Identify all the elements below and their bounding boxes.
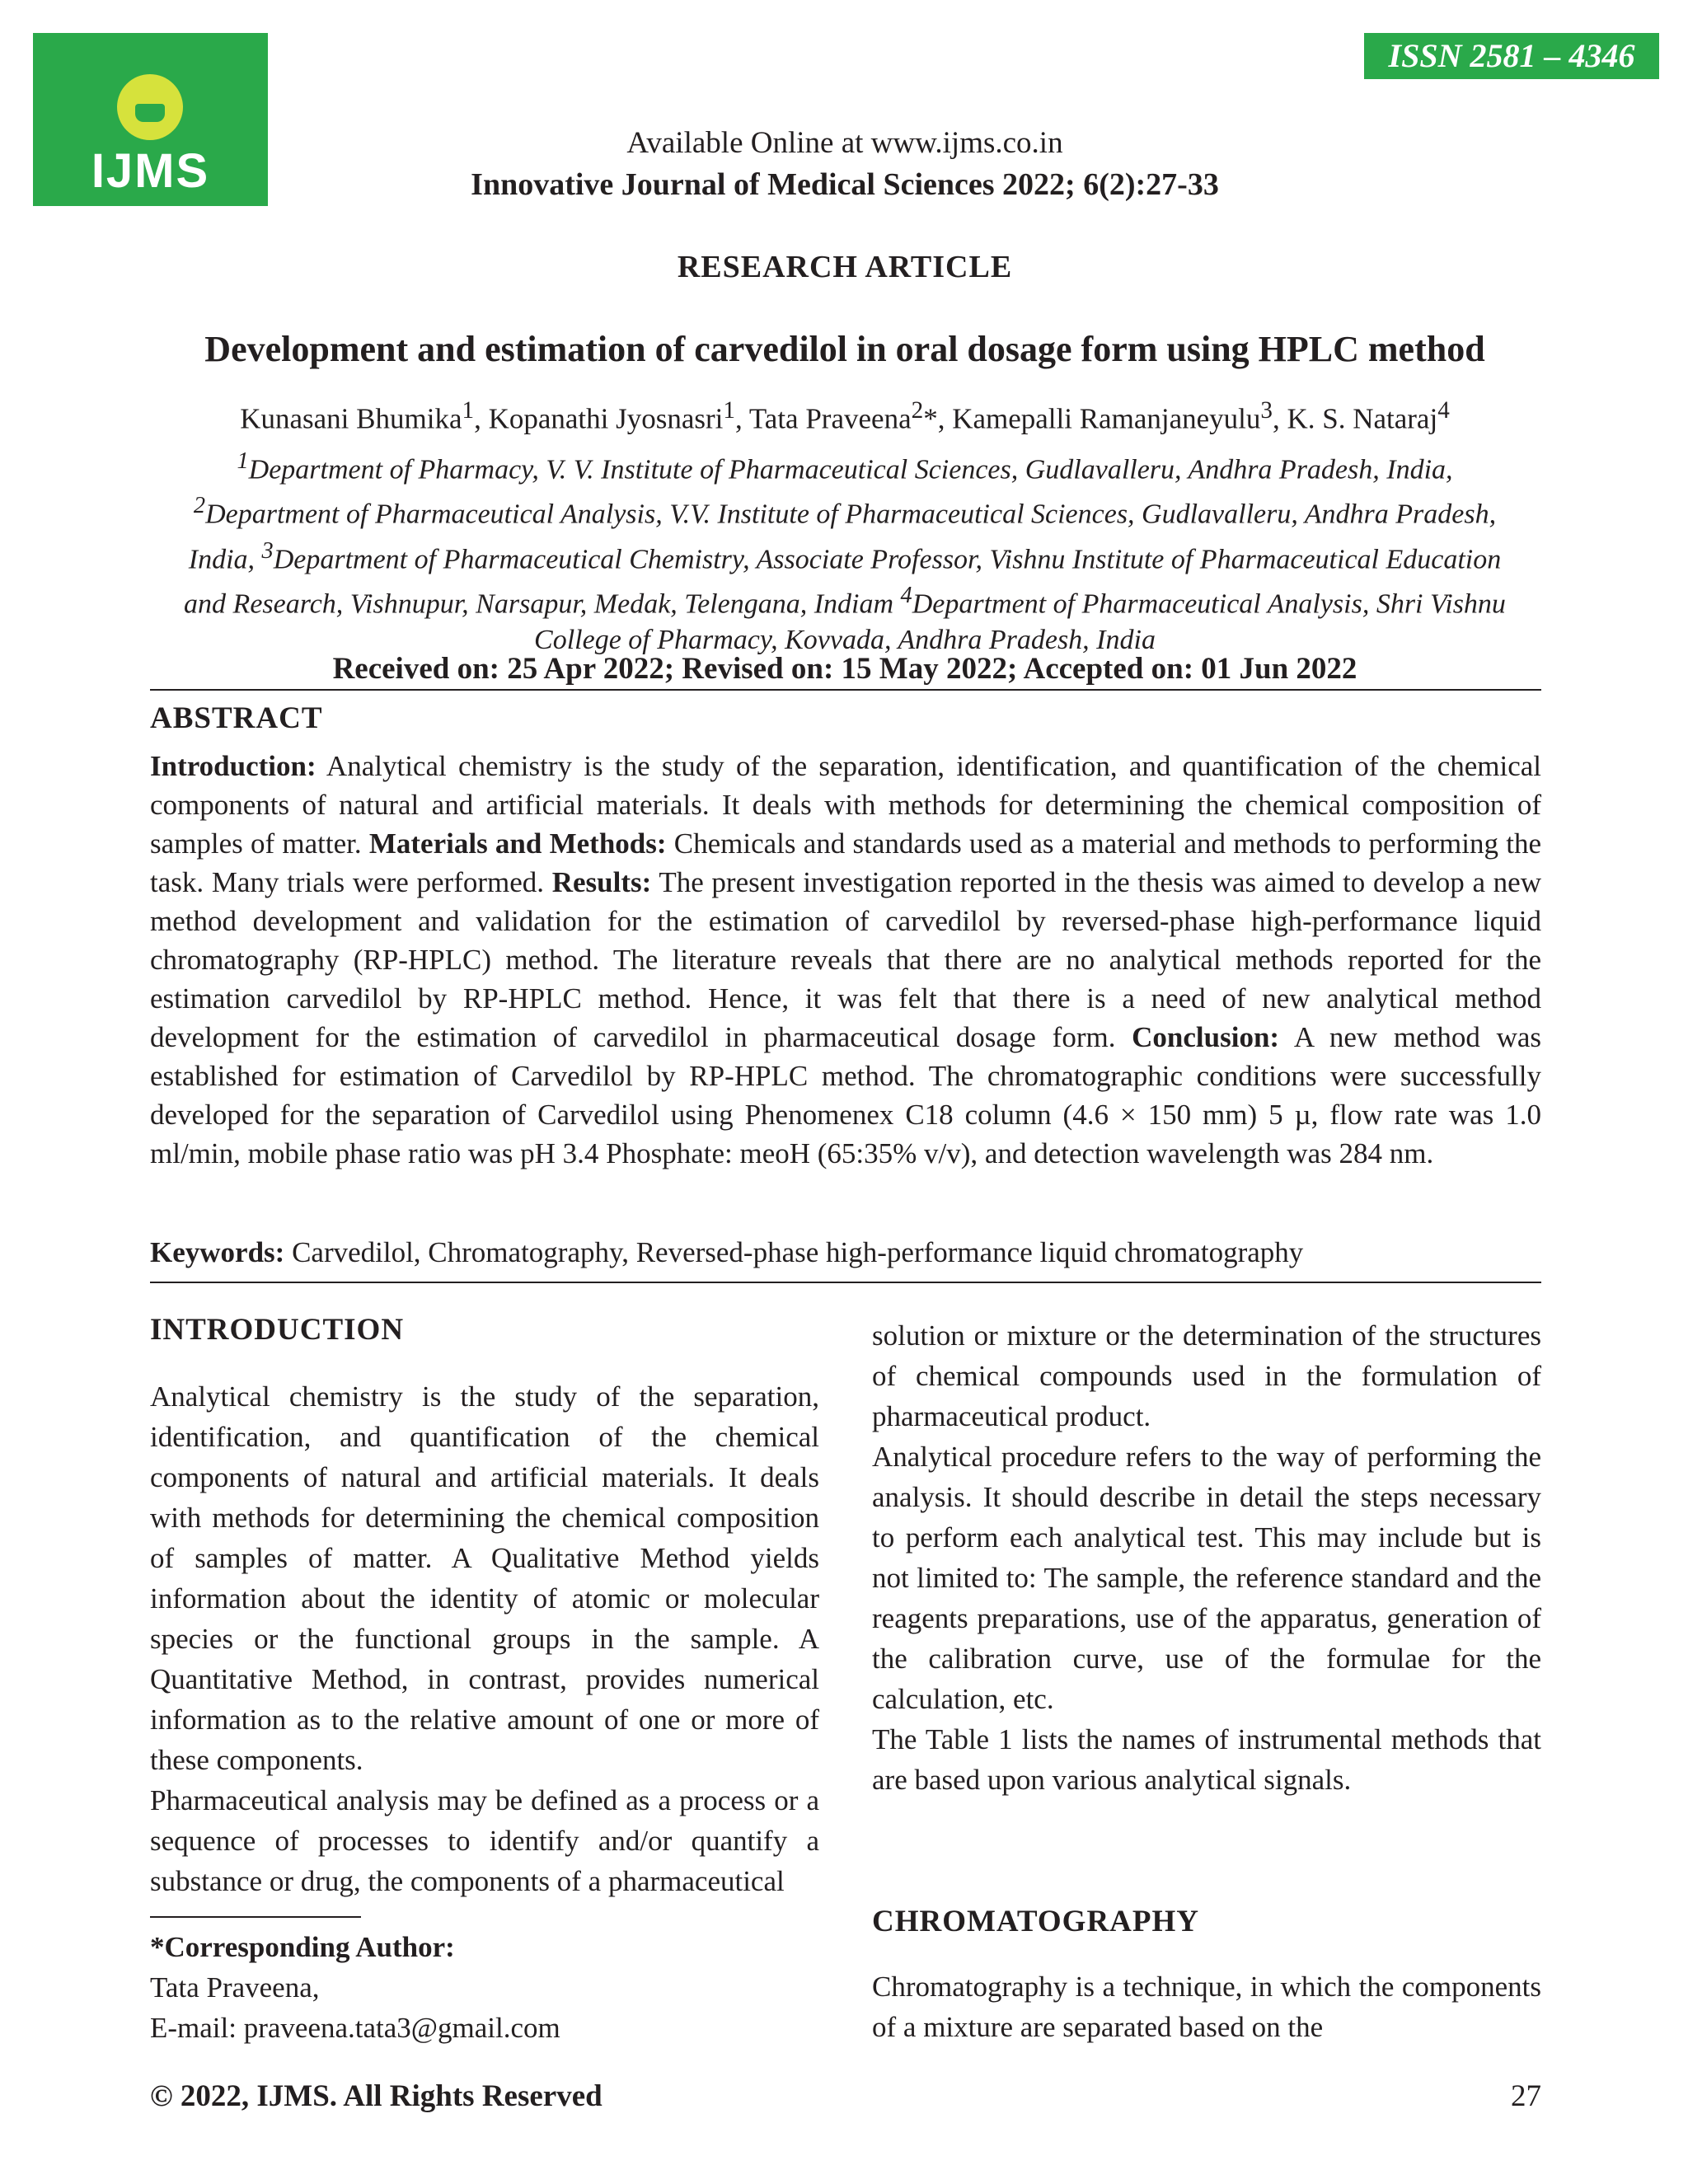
abstract-conclusion-label: Conclusion: [1132, 1021, 1280, 1053]
abstract-intro-text: Analytical chemistry is the study of the separation, identification, and quantification of the chemical components of natural and artificial materials. It deals with methods for determining the chemical composition of samples of matter. [150, 750, 1541, 860]
author-name: Kunasani Bhumika [240, 402, 462, 435]
article-title: Development and estimation of carvedilol in oral dosage form using HPLC method [204, 329, 1485, 369]
author-name: Kopanathi Jyosnasri [488, 402, 724, 435]
affiliation-text: Department of Pharmacy, V. V. Institute of Pharmaceutical Sciences, Gudlavalleru, Andhra Pradesh, India, [248, 454, 1453, 485]
logo-text: IJMS [91, 144, 210, 198]
author-list [82, 397, 1607, 436]
paragraph: The Table 1 lists the names of instrumental methods that are based upon various analytical signals. [872, 1723, 1541, 1796]
introduction-heading: INTRODUCTION [150, 1313, 405, 1347]
corresponding-author-label: *Corresponding Author: [150, 1931, 455, 1963]
author-name: Tata Praveena [748, 402, 912, 435]
chromatography-text: Chromatography is a technique, in which the components of a mixture are separated based on the [872, 1971, 1541, 2043]
author-separator: , [474, 402, 489, 435]
abstract-methods-text: Chemicals and standards used as a material and methods to performing the task. Many trials were performed. [150, 827, 1541, 898]
author-affiliation-marker: 2 [911, 397, 924, 424]
corresponding-author-email: E-mail: praveena.tata3@gmail.com [150, 2012, 560, 2044]
author-affiliation-marker: 3 [1260, 397, 1273, 424]
keywords [150, 1236, 1541, 1269]
divider [150, 1282, 1541, 1283]
chromatography-heading: CHROMATOGRAPHY [872, 1905, 1200, 1938]
left-column [150, 1376, 819, 1901]
article-type: RESEARCH ARTICLE [677, 250, 1013, 284]
corresponding-author-name: Tata Praveena, [150, 1971, 320, 2004]
author-affiliation-marker: 4 [1437, 397, 1450, 424]
abstract-results-label: Results: [551, 866, 652, 898]
affiliation-text: Department of Pharmaceutical Analysis, Shri Vishnu College of Pharmacy, Kovvada, Andhra Pradesh, India [534, 588, 1506, 656]
available-online: Available Online at www.ijms.co.in [626, 126, 1063, 160]
keywords-text: Carvedilol, Chromatography, Reversed-phase high-performance liquid chromatography [284, 1236, 1304, 1268]
corresponding-author [150, 1927, 560, 2048]
affiliation-marker: 3 [261, 537, 274, 564]
page-number: 27 [1511, 2079, 1541, 2113]
abstract-body [150, 747, 1541, 1173]
affiliation-marker: 2 [193, 493, 206, 519]
journal-citation: Innovative Journal of Medical Sciences 2022; 6(2):27-33 [471, 167, 1219, 202]
divider [150, 689, 1541, 691]
affiliations [165, 443, 1525, 658]
author-separator: *, [923, 402, 953, 435]
author-separator: , [734, 402, 749, 435]
footnote-divider [150, 1916, 361, 1918]
author-affiliation-marker: 1 [723, 397, 735, 424]
abstract-intro-label: Introduction: [150, 750, 316, 782]
author-separator: , [1272, 402, 1287, 435]
paragraph: Analytical procedure refers to the way of performing the analysis. It should describe in detail the steps necessary to perform each analytical test. This may include but is not limited to: The sample, the reference standard and the reagents preparations, use of the apparatus, generation of the calibration curve, use of the formulae for the calculation, etc. [872, 1441, 1541, 1715]
paragraph: Analytical chemistry is the study of the separation, identification, and quantification of the chemical components of natural and artificial materials. It deals with methods for determining the chemical composition of samples of matter. A Qualitative Method yields information about the identity of atomic or molecular species or the functional groups in the sample. A Quantitative Method, in contrast, provides numerical information as to the relative amount of one or more of these components. [150, 1380, 819, 1776]
affiliation-marker: 1 [237, 448, 249, 474]
submission-dates: Received on: 25 Apr 2022; Revised on: 15 May 2022; Accepted on: 01 Jun 2022 [332, 652, 1357, 686]
affiliation-text: Department of Pharmaceutical Chemistry, Associate Professor, Vishnu Institute of Pharmaceutical Education and Research, Vishnupur, Narsapur, Medak, Telengana, Indiam [184, 543, 1502, 620]
abstract-methods-label: Materials and Methods: [368, 827, 667, 860]
right-column [872, 1315, 1541, 1800]
issn-badge: ISSN 2581 – 4346 [1364, 33, 1659, 79]
author-name: Kamepalli Ramanjaneyulu [952, 402, 1261, 435]
abstract-results-text: The present investigation reported in the thesis was aimed to develop a new method development and validation for the estimation of carvedilol by reversed-phase high-performance liquid chromatography (RP-HPLC) method. The literature reveals that there are no analytical methods reported for the estimation carvedilol by RP-HPLC method. Hence, it was felt that there is a need of new analytical method development for the estimation of carvedilol in pharmaceutical dosage form. [150, 866, 1541, 1053]
affiliation-text: Department of Pharmaceutical Analysis, V.V. Institute of Pharmaceutical Sciences, Gudlavalleru, Andhra Pradesh, India, [188, 499, 1497, 574]
author-name: K. S. Nataraj [1287, 402, 1438, 435]
paragraph: Pharmaceutical analysis may be defined as a process or a sequence of processes to identify and/or quantify a substance or drug, the components of a pharmaceutical [150, 1784, 819, 1897]
abstract-conclusion-text: A new method was established for estimation of Carvedilol by RP-HPLC method. The chromatographic conditions were successfully developed for the separation of Carvedilol using Phenomenex C18 column (4.6 × 150 mm) 5 µ, flow rate was 1.0 ml/min, mobile phase ratio was pH 3.4 Phosphate: meoH (65:35% v/v), and detection wavelength was 284 nm. [150, 1021, 1542, 1169]
open-book-icon [135, 104, 165, 122]
copyright: © 2022, IJMS. All Rights Reserved [150, 2079, 603, 2113]
keywords-label: Keywords: [150, 1236, 285, 1268]
paragraph: solution or mixture or the determination of the structures of chemical compounds used in the formulation of pharmaceutical product. [872, 1319, 1541, 1432]
abstract-heading: ABSTRACT [150, 701, 323, 735]
affiliation-marker: 4 [900, 582, 912, 608]
author-affiliation-marker: 1 [462, 397, 475, 424]
